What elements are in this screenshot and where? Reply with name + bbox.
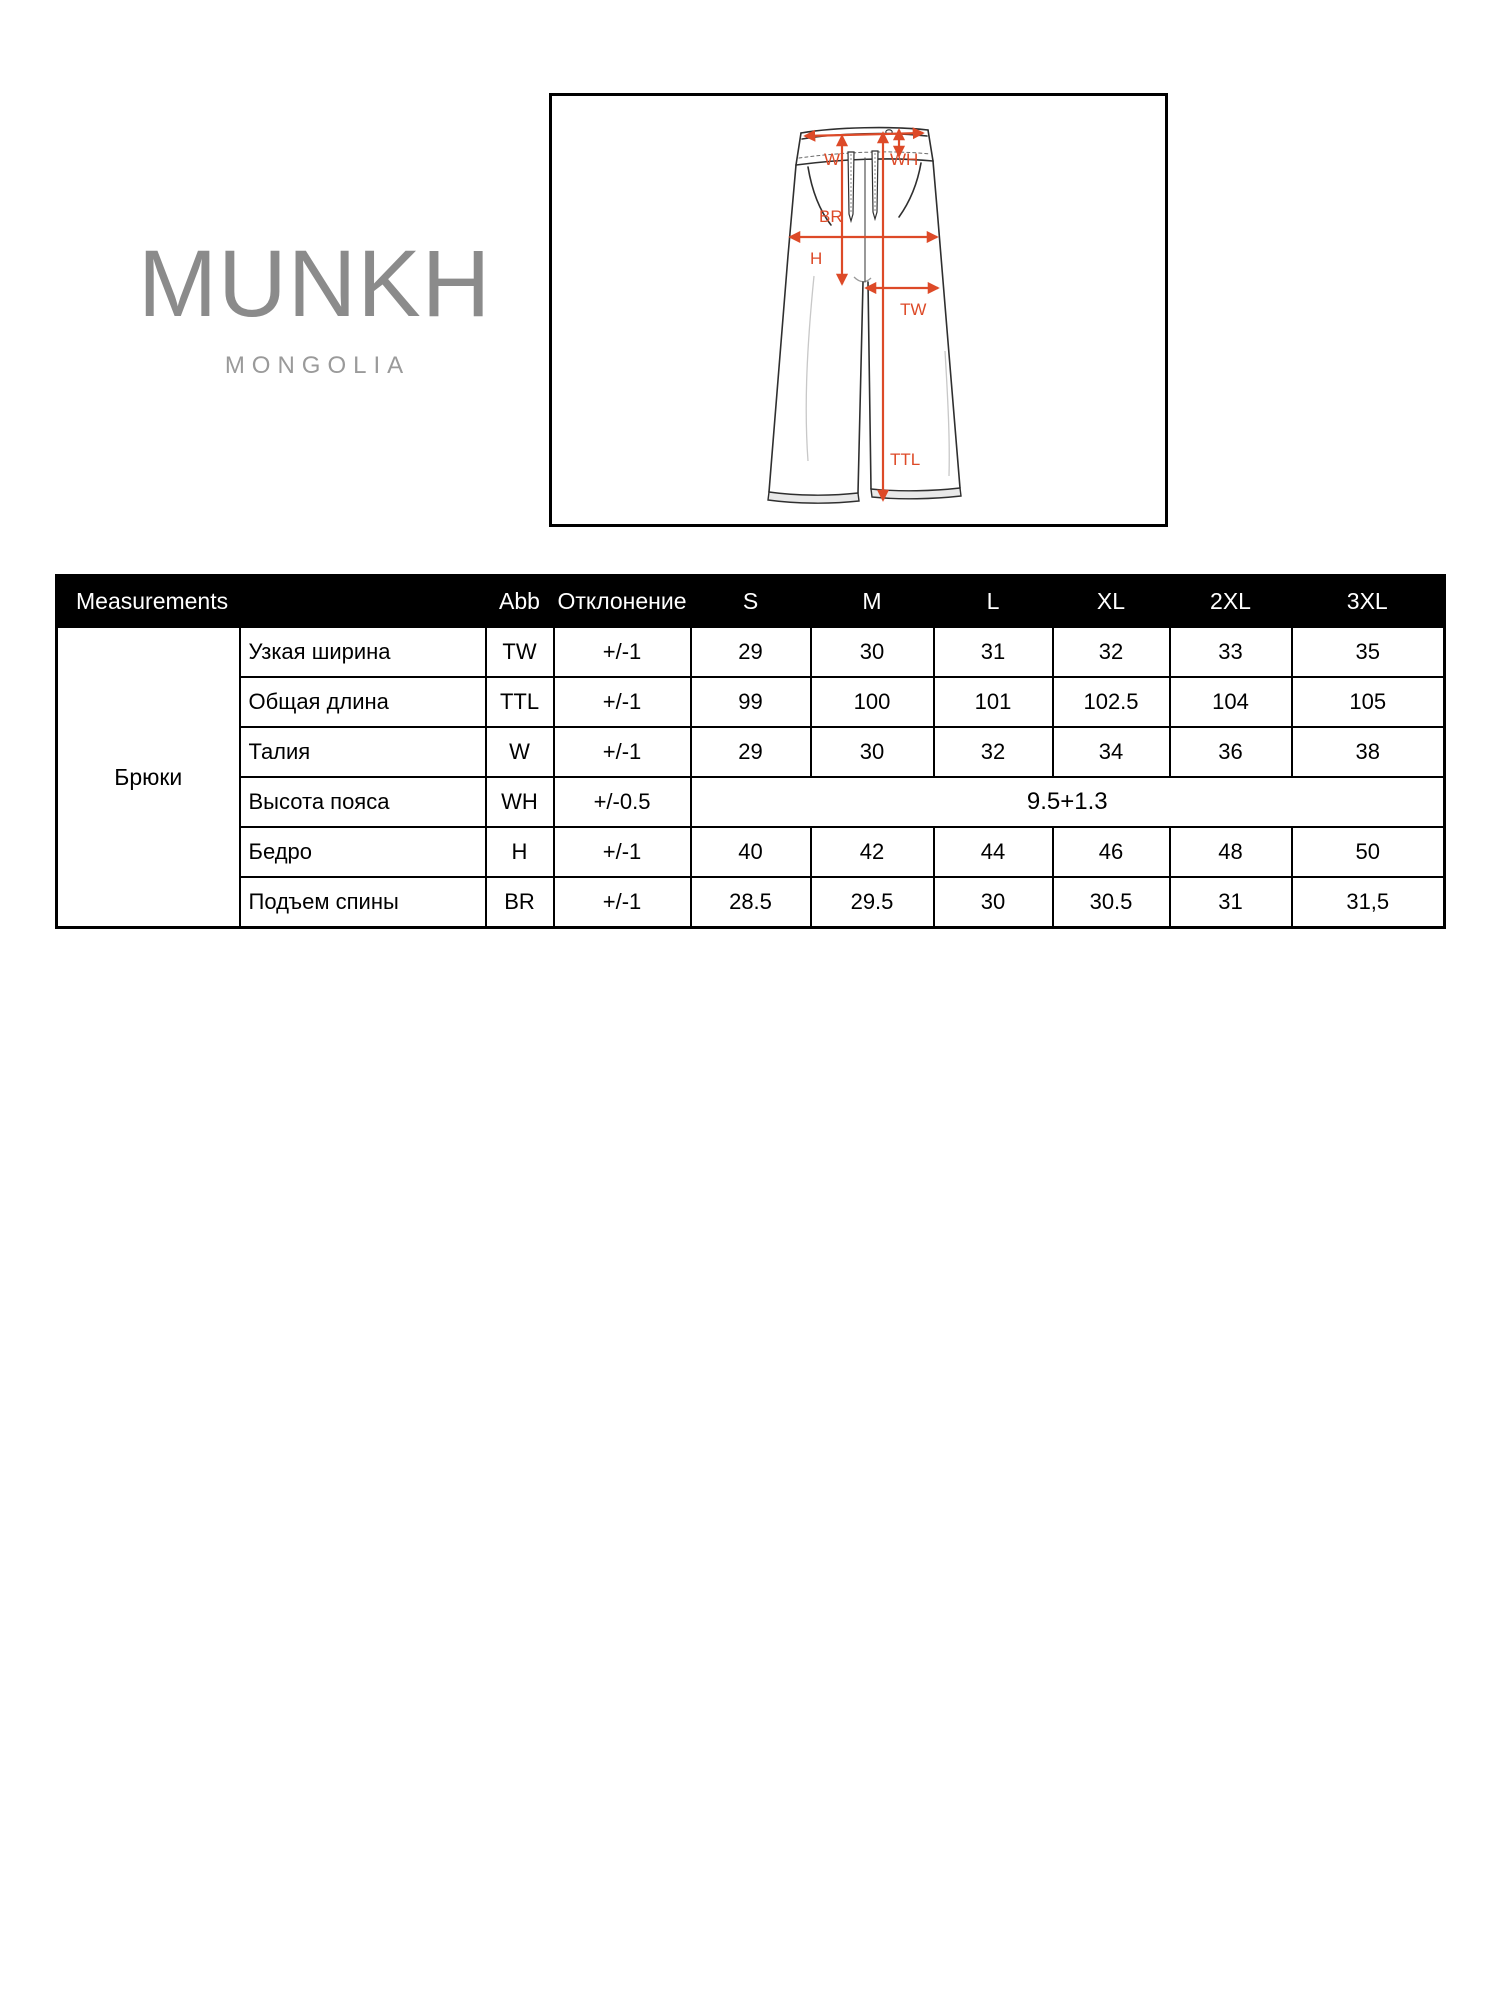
label-wh: WH [890, 150, 919, 169]
pants-outline [769, 128, 960, 493]
header-size-m: M [811, 576, 934, 628]
dev-cell: +/-1 [554, 627, 691, 677]
size-value-cell: 101 [934, 677, 1053, 727]
brand-name: MUNKH [138, 231, 492, 337]
size-value-cell: 104 [1170, 677, 1292, 727]
merged-value-cell: 9.5+1.3 [691, 777, 1445, 827]
label-ttl: TTL [890, 450, 921, 469]
size-value-cell: 30 [934, 877, 1053, 928]
size-value-cell: 30 [811, 727, 934, 777]
measurement-table [55, 574, 1446, 929]
table-row [57, 777, 1445, 827]
abb-cell: BR [486, 877, 554, 928]
size-value-cell: 31,5 [1292, 877, 1445, 928]
header-measurements: Measurements [57, 576, 486, 628]
pants-diagram-frame [549, 93, 1168, 527]
size-value-cell: 33 [1170, 627, 1292, 677]
table-row [57, 877, 1445, 928]
size-value-cell: 44 [934, 827, 1053, 877]
header-deviation: Отклонение [554, 576, 691, 628]
size-value-cell: 29.5 [811, 877, 934, 928]
size-value-cell: 48 [1170, 827, 1292, 877]
size-value-cell: 50 [1292, 827, 1445, 877]
drawstrings [848, 151, 878, 221]
size-value-cell: 31 [1170, 877, 1292, 928]
row-label-cell: Бедро [240, 827, 486, 877]
row-label-cell: Высота пояса [240, 777, 486, 827]
label-br: BR [819, 207, 843, 226]
abb-cell: TTL [486, 677, 554, 727]
size-value-cell: 38 [1292, 727, 1445, 777]
row-label-cell: Подъем спины [240, 877, 486, 928]
size-value-cell: 28.5 [691, 877, 811, 928]
abb-cell: W [486, 727, 554, 777]
size-value-cell: 32 [934, 727, 1053, 777]
crease-lines [806, 276, 949, 476]
header-size-xl: XL [1053, 576, 1170, 628]
size-value-cell: 32 [1053, 627, 1170, 677]
row-label-cell: Общая длина [240, 677, 486, 727]
table-row [57, 627, 1445, 677]
table-row [57, 677, 1445, 727]
dev-cell: +/-1 [554, 827, 691, 877]
dev-cell: +/-1 [554, 877, 691, 928]
size-value-cell: 29 [691, 727, 811, 777]
size-value-cell: 100 [811, 677, 934, 727]
row-label-cell: Узкая ширина [240, 627, 486, 677]
header-size-l: L [934, 576, 1053, 628]
table-header-row [57, 576, 1445, 628]
header-abb: Abb [486, 576, 554, 628]
abb-cell: WH [486, 777, 554, 827]
size-value-cell: 30.5 [1053, 877, 1170, 928]
size-value-cell: 34 [1053, 727, 1170, 777]
table-row [57, 827, 1445, 877]
size-value-cell: 99 [691, 677, 811, 727]
size-value-cell: 105 [1292, 677, 1445, 727]
size-value-cell: 46 [1053, 827, 1170, 877]
size-value-cell: 102.5 [1053, 677, 1170, 727]
size-value-cell: 30 [811, 627, 934, 677]
table-row [57, 727, 1445, 777]
row-label-cell: Талия [240, 727, 486, 777]
size-value-cell: 40 [691, 827, 811, 877]
pants-technical-drawing [552, 96, 1165, 524]
header-size-3xl: 3XL [1292, 576, 1445, 628]
size-value-cell: 31 [934, 627, 1053, 677]
abb-cell: TW [486, 627, 554, 677]
dev-cell: +/-1 [554, 677, 691, 727]
arrow-w [805, 133, 923, 136]
abb-cell: H [486, 827, 554, 877]
label-w: W [824, 150, 841, 169]
size-value-cell: 35 [1292, 627, 1445, 677]
brand-country: MONGOLIA [224, 352, 411, 379]
label-h: H [810, 249, 823, 268]
hem-bands [768, 488, 961, 503]
group-label-cell: Брюки [57, 627, 240, 928]
size-value-cell: 36 [1170, 727, 1292, 777]
label-tw: TW [900, 300, 927, 319]
dev-cell: +/-1 [554, 727, 691, 777]
brand-logo [138, 231, 492, 379]
header-size-s: S [691, 576, 811, 628]
header-size-2xl: 2XL [1170, 576, 1292, 628]
dev-cell: +/-0.5 [554, 777, 691, 827]
size-value-cell: 42 [811, 827, 934, 877]
size-value-cell: 29 [691, 627, 811, 677]
